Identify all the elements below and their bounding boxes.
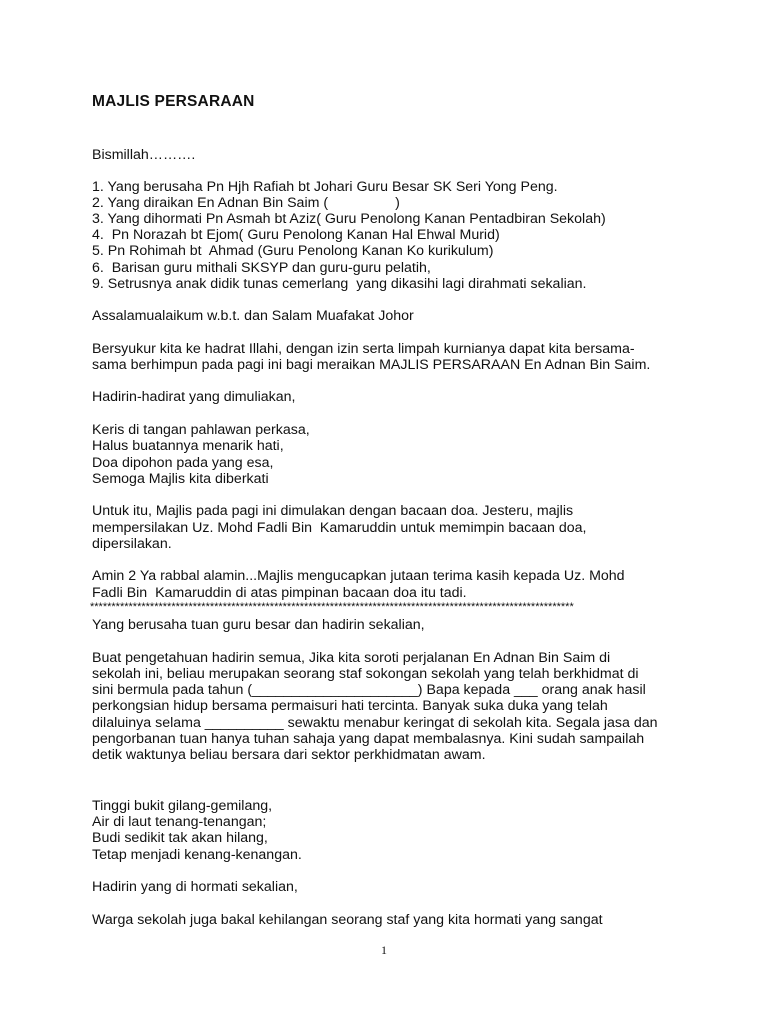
paragraph-line: mempersilakan Uz. Mohd Fadli Bin Kamaruddin untuk memimpin bacaan doa, [92, 520, 587, 536]
salutation-line: 5. Pn Rohimah bt Ahmad (Guru Penolong Kanan Ko kurikulum) [92, 243, 494, 259]
pantun-line: Budi sedikit tak akan hilang, [92, 830, 268, 846]
salutation-line: 9. Setrusnya anak didik tunas cemerlang yang dikasihi lagi dirahmati sekalian. [92, 276, 587, 292]
paragraph-line: detik waktunya beliau bersara dari sektor perkhidmatan awam. [92, 747, 486, 763]
pantun-line: Doa dipohon pada yang esa, [92, 455, 274, 471]
paragraph-line: sekolah ini, beliau merupakan seorang staf sokongan sekolah yang telah berkhidmat di [92, 666, 639, 682]
address-line: Hadirin yang di hormati sekalian, [92, 879, 298, 895]
pantun-line: Halus buatannya menarik hati, [92, 438, 284, 454]
paragraph-line: Amin 2 Ya rabbal alamin...Majlis mengucapkan jutaan terima kasih kepada Uz. Mohd [92, 568, 625, 584]
document-title: MAJLIS PERSARAAN [92, 93, 255, 110]
address-line: Hadirin-hadirat yang dimuliakan, [92, 389, 296, 405]
pantun-line: Tinggi bukit gilang-gemilang, [92, 798, 273, 814]
pantun-line: Keris di tangan pahlawan perkasa, [92, 422, 310, 438]
paragraph-line: Untuk itu, Majlis pada pagi ini dimulakan dengan bacaan doa. Jesteru, majlis [92, 503, 574, 519]
paragraph-line: Buat pengetahuan hadirin semua, Jika kita soroti perjalanan En Adnan Bin Saim di [92, 650, 611, 666]
salutation-line: 2. Yang diraikan En Adnan Bin Saim ( ) [92, 195, 400, 211]
paragraph-line: dilaluinya selama __________ sewaktu menabur keringat di sekolah kita. Segala jasa dan [92, 715, 658, 731]
salutation-line: 4. Pn Norazah bt Ejom( Guru Penolong Kanan Hal Ehwal Murid) [92, 227, 500, 243]
paragraph-line: Fadli Bin Kamaruddin di atas pimpinan bacaan doa itu tadi. [92, 585, 467, 601]
paragraph-line: dipersilakan. [92, 536, 172, 552]
opening-bismillah: Bismillah………. [92, 147, 196, 163]
paragraph-line: sama berhimpun pada pagi ini bagi meraikan MAJLIS PERSARAAN En Adnan Bin Saim. [92, 357, 651, 373]
paragraph-line: pengorbanan tuan hanya tuhan sahaja yang dapat membalasnya. Kini sudah sampailah [92, 731, 645, 747]
address-line: Yang berusaha tuan guru besar dan hadirin sekalian, [92, 617, 425, 633]
salutation-line: 6. Barisan guru mithali SKSYP dan guru-guru pelatih, [92, 260, 431, 276]
pantun-line: Tetap menjadi kenang-kenangan. [92, 847, 302, 863]
paragraph-line: perkongsian hidup bersama permaisuri hati tercinta. Banyak suka duka yang telah [92, 698, 608, 714]
salutation-line: 3. Yang dihormati Pn Asmah bt Aziz( Guru Penolong Kanan Pentadbiran Sekolah) [92, 211, 606, 227]
greeting-line: Assalamualaikum w.b.t. dan Salam Muafakat Johor [92, 308, 414, 324]
page-number: 1 [381, 943, 387, 957]
separator-line: ***************************************************************************************************************** [90, 601, 574, 613]
pantun-line: Semoga Majlis kita diberkati [92, 471, 269, 487]
salutation-line: 1. Yang berusaha Pn Hjh Rafiah bt Johari Guru Besar SK Seri Yong Peng. [92, 179, 558, 195]
paragraph-line: Bersyukur kita ke hadrat Illahi, dengan izin serta limpah kurnianya dapat kita bersama- [92, 341, 635, 357]
paragraph-line: Warga sekolah juga bakal kehilangan seorang staf yang kita hormati yang sangat [92, 912, 603, 928]
paragraph-line: sini bermula pada tahun (_____________________) Bapa kepada ___ orang anak hasil [92, 682, 646, 698]
pantun-line: Air di laut tenang-tenangan; [92, 814, 267, 830]
